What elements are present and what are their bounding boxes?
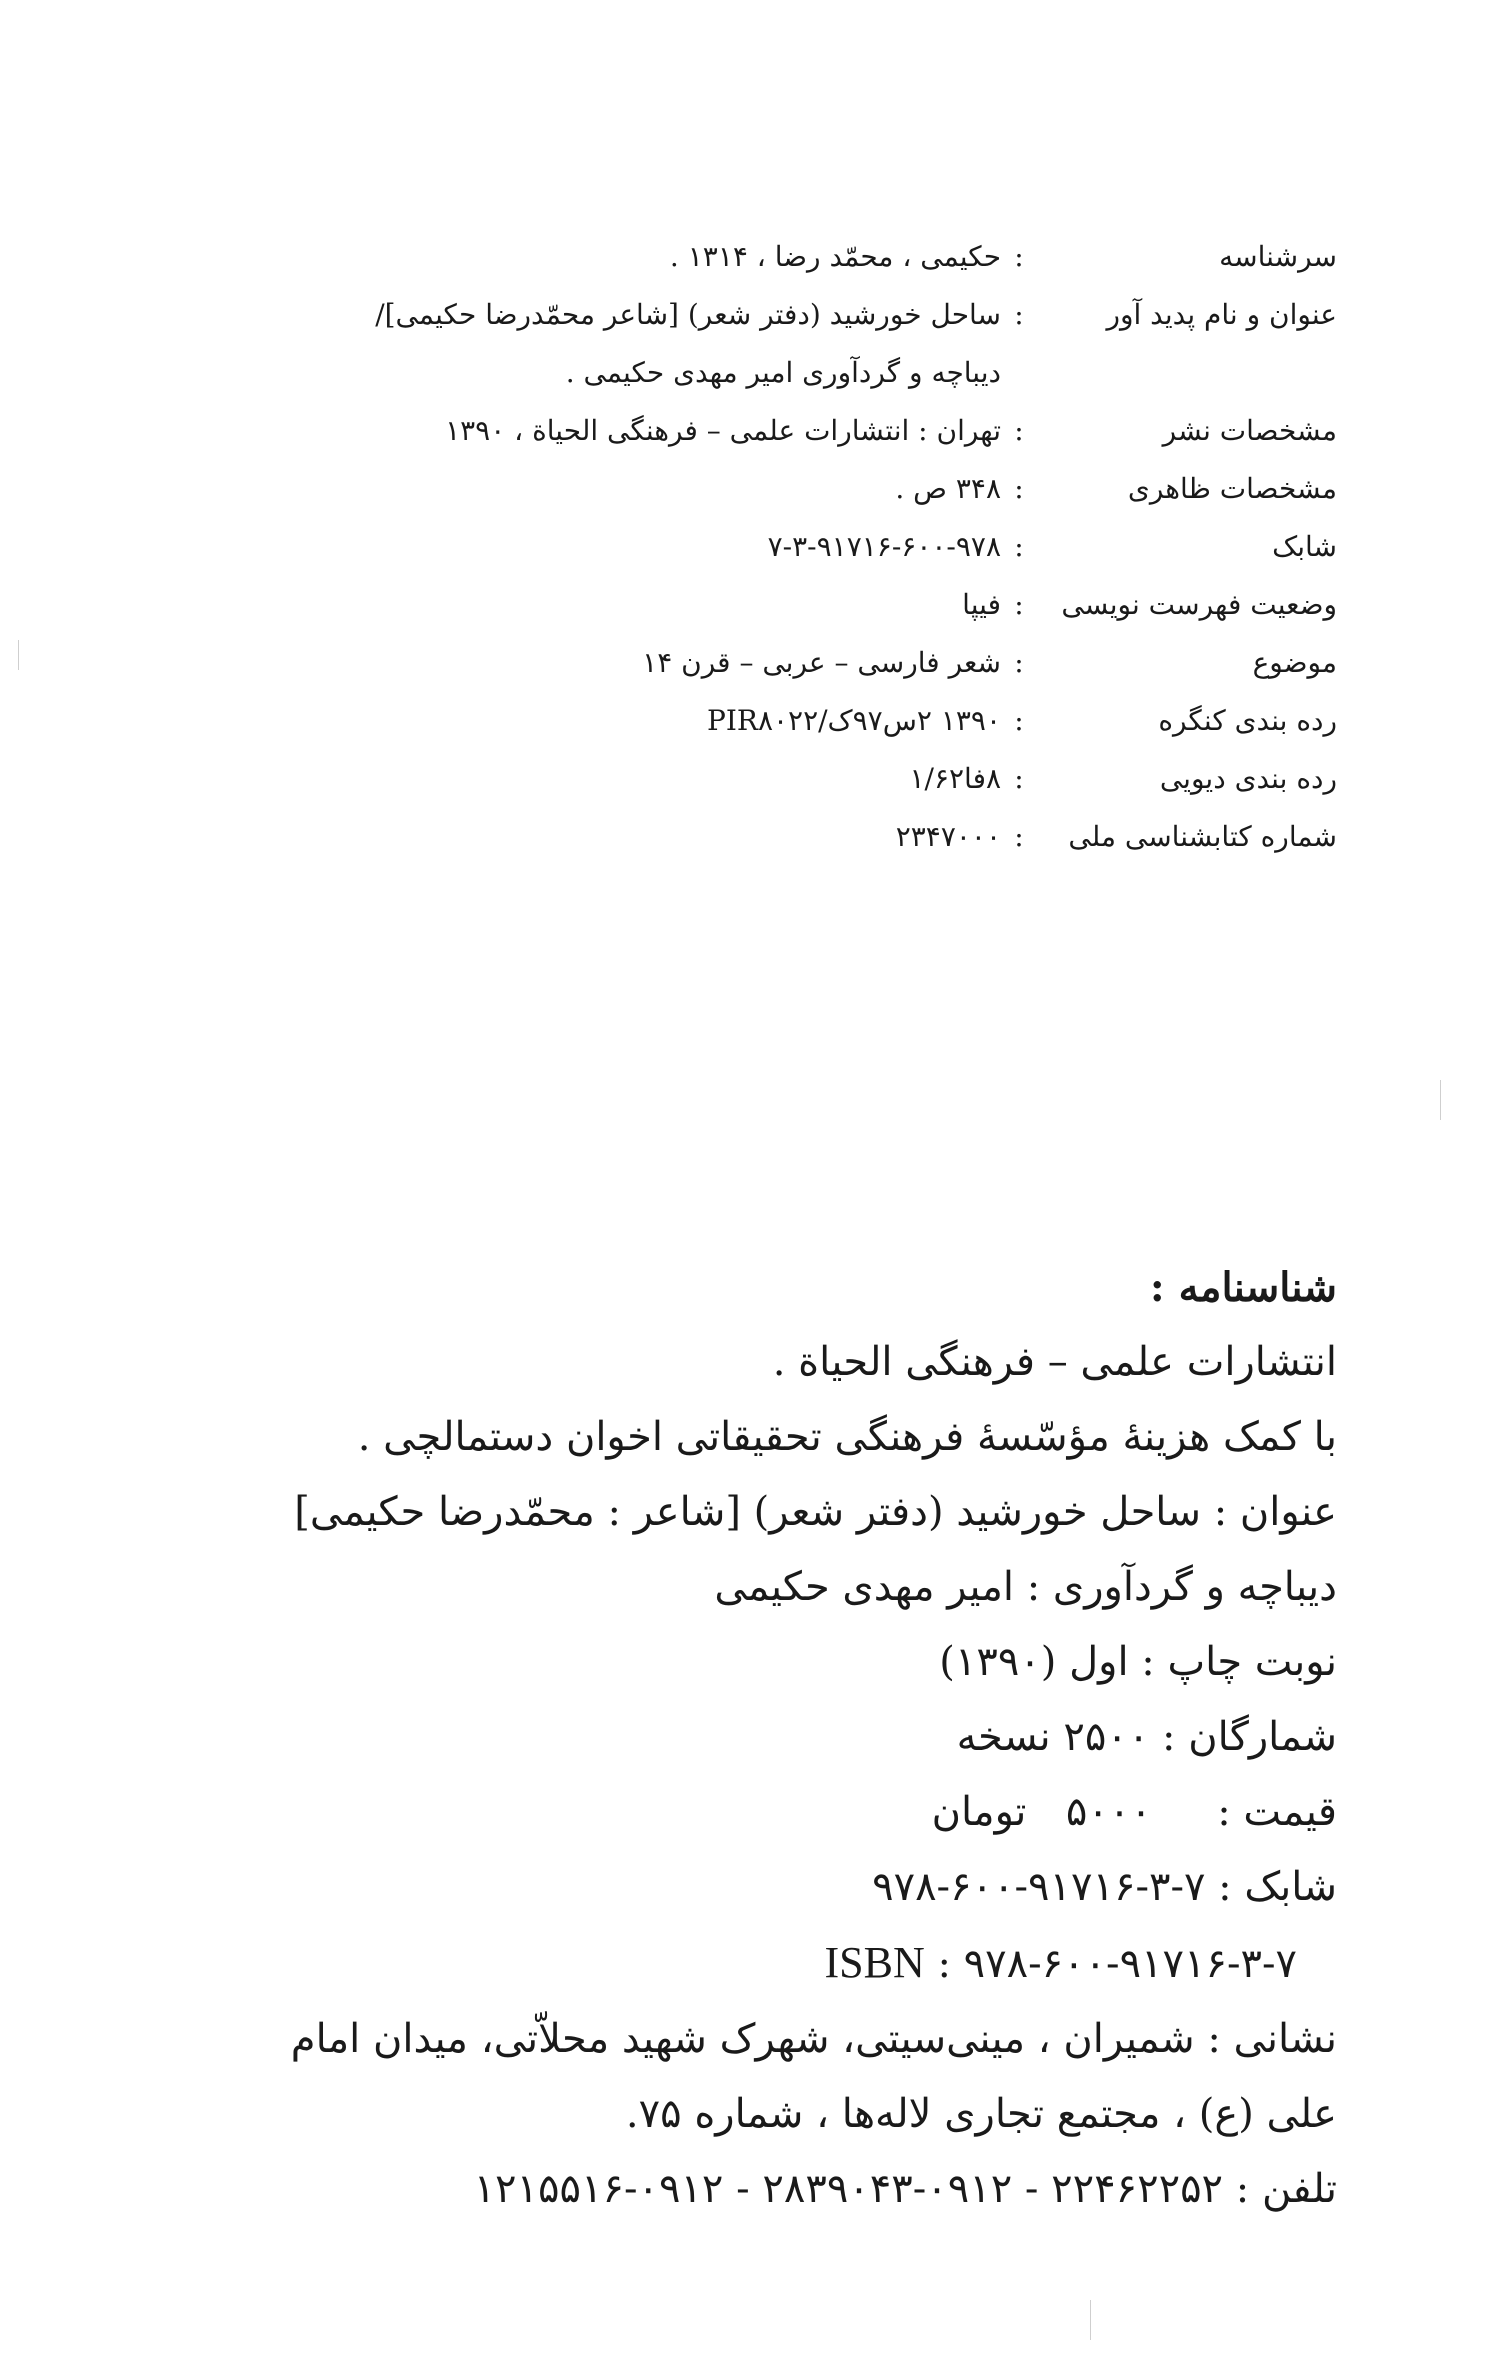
- catalog-colon: :: [1014, 762, 1024, 795]
- catalog-value: [187, 750, 1001, 808]
- catalog-row-physical: [187, 460, 1337, 518]
- colophon-sponsor: با کمک هزینهٔ مؤسّسهٔ فرهنگی تحقیقاتی اخوان دستمالچی .: [357, 1414, 1337, 1460]
- catalog-colon: :: [1014, 820, 1024, 853]
- catalog-value-line: ۳۴۸ ص .: [895, 472, 1001, 505]
- catalog-value-line: شعر فارسی – عربی – قرن ۱۴: [642, 646, 1001, 679]
- catalog-row-isbn: [187, 518, 1337, 576]
- catalog-colon: :: [1014, 646, 1024, 679]
- catalog-value-line: ۲۳۴۷۰۰۰: [895, 820, 1001, 853]
- catalog-label: وضعیت فهرست نویسی: [1061, 588, 1337, 621]
- cataloging-in-publication-block: [187, 228, 1337, 866]
- catalog-label: رده بندی کنگره: [1158, 704, 1337, 737]
- catalog-row-title: [187, 286, 1337, 402]
- isbn-label: ISBN: [824, 1938, 925, 1987]
- colophon-address-line-2: علی (ع) ، مجتمع تجاری لاله‌ها ، شماره ۷۵.: [625, 2091, 1337, 2137]
- scan-edge-mark: [1090, 2300, 1091, 2340]
- catalog-value-line: ۸فا۱/۶۲: [909, 762, 1001, 795]
- catalog-row-subject: [187, 634, 1337, 692]
- catalog-value: [187, 460, 1001, 518]
- catalog-row-status: [187, 576, 1337, 634]
- colophon-print-run: شمارگان : ۲۵۰۰ نسخه: [956, 1714, 1337, 1760]
- isbn-value: : ۹۷۸-۶۰۰-۹۱۷۱۶-۳-۷: [937, 1941, 1297, 1987]
- catalog-value-line: تهران : انتشارات علمی – فرهنگی الحیاة ، ۱۳۹۰: [445, 414, 1001, 447]
- colophon-block: [167, 1250, 1337, 2227]
- catalog-row-congress: [187, 692, 1337, 750]
- catalog-label: شابک: [1272, 530, 1337, 563]
- catalog-colon: :: [1014, 298, 1024, 331]
- catalog-colon: :: [1014, 472, 1024, 505]
- catalog-colon: :: [1014, 704, 1024, 737]
- colophon-heading: شناسنامه :: [1149, 1264, 1337, 1311]
- catalog-label: عنوان و نام پدید آور: [1106, 298, 1337, 331]
- catalog-label: سرشناسه: [1219, 240, 1337, 273]
- catalog-value-line: حکیمی ، محمّد رضا ، ۱۳۱۴ .: [669, 240, 1001, 273]
- catalog-value: [187, 692, 1001, 750]
- catalog-row-publication: [187, 402, 1337, 460]
- catalog-row-dewey: [187, 750, 1337, 808]
- catalog-colon: :: [1014, 240, 1024, 273]
- catalog-row-author: [187, 228, 1337, 286]
- catalog-colon: :: [1014, 588, 1024, 621]
- catalog-label: رده بندی دیویی: [1159, 762, 1337, 795]
- catalog-label: شماره کتابشناسی ملی: [1068, 820, 1337, 853]
- catalog-value-line: ساحل خورشید (دفتر شعر) [شاعر محمّدرضا حکیمی]/: [375, 298, 1001, 331]
- colophon-price: [167, 1775, 1337, 1850]
- catalog-value: [187, 228, 1001, 286]
- catalog-label: مشخصات نشر: [1162, 414, 1337, 447]
- catalog-colon: :: [1014, 530, 1024, 563]
- catalog-value: [187, 286, 1001, 402]
- catalog-value-line: فیپا: [962, 588, 1001, 621]
- scan-edge-mark: [1440, 1080, 1441, 1120]
- colophon-edition: نوبت چاپ : اول (۱۳۹۰): [939, 1639, 1337, 1685]
- catalog-value: [187, 576, 1001, 634]
- catalog-colon: :: [1014, 414, 1024, 447]
- catalog-label: موضوع: [1252, 646, 1337, 679]
- price-value: ۵۰۰۰: [1065, 1789, 1152, 1835]
- catalog-label: مشخصات ظاهری: [1127, 472, 1337, 505]
- price-label: قیمت :: [1217, 1789, 1337, 1835]
- colophon-shabak: شابک : ۷-۳-۹۱۷۱۶-۶۰۰-۹۷۸: [872, 1864, 1337, 1910]
- colophon-phone: تلفن : ۲۲۴۶۲۲۵۲ - ۰۹۱۲-۲۸۳۹۰۴۳ - ۰۹۱۲-۱۲۱۵۵۱۶: [473, 2166, 1337, 2212]
- scan-edge-mark: [18, 640, 19, 670]
- catalog-value-line: ۷-۳-۹۱۷۱۶-۶۰۰-۹۷۸: [767, 530, 1001, 563]
- colophon-address-line-1: نشانی : شمیران ، مینی‌سیتی، شهرک شهید محلاّتی، میدان امام: [290, 2016, 1337, 2062]
- colophon-isbn: [167, 1925, 1337, 2002]
- colophon-compiler: دیباچه و گردآوری : امیر مهدی حکیمی: [714, 1564, 1337, 1610]
- catalog-row-national-number: [187, 808, 1337, 866]
- price-unit: تومان: [931, 1789, 1027, 1835]
- catalog-value: [187, 518, 1001, 576]
- colophon-title: عنوان : ساحل خورشید (دفتر شعر) [شاعر : محمّدرضا حکیمی]: [294, 1489, 1337, 1535]
- catalog-value-line: ۱۳۹۰ ۲س۹۷ک/PIR۸۰۲۲: [706, 704, 1001, 737]
- colophon-publisher: انتشارات علمی – فرهنگی الحیاة .: [772, 1339, 1337, 1385]
- catalog-value: [187, 634, 1001, 692]
- catalog-value: [187, 808, 1001, 866]
- catalog-value-line: دیباچه و گردآوری امیر مهدی حکیمی .: [565, 356, 1001, 389]
- catalog-value: [187, 402, 1001, 460]
